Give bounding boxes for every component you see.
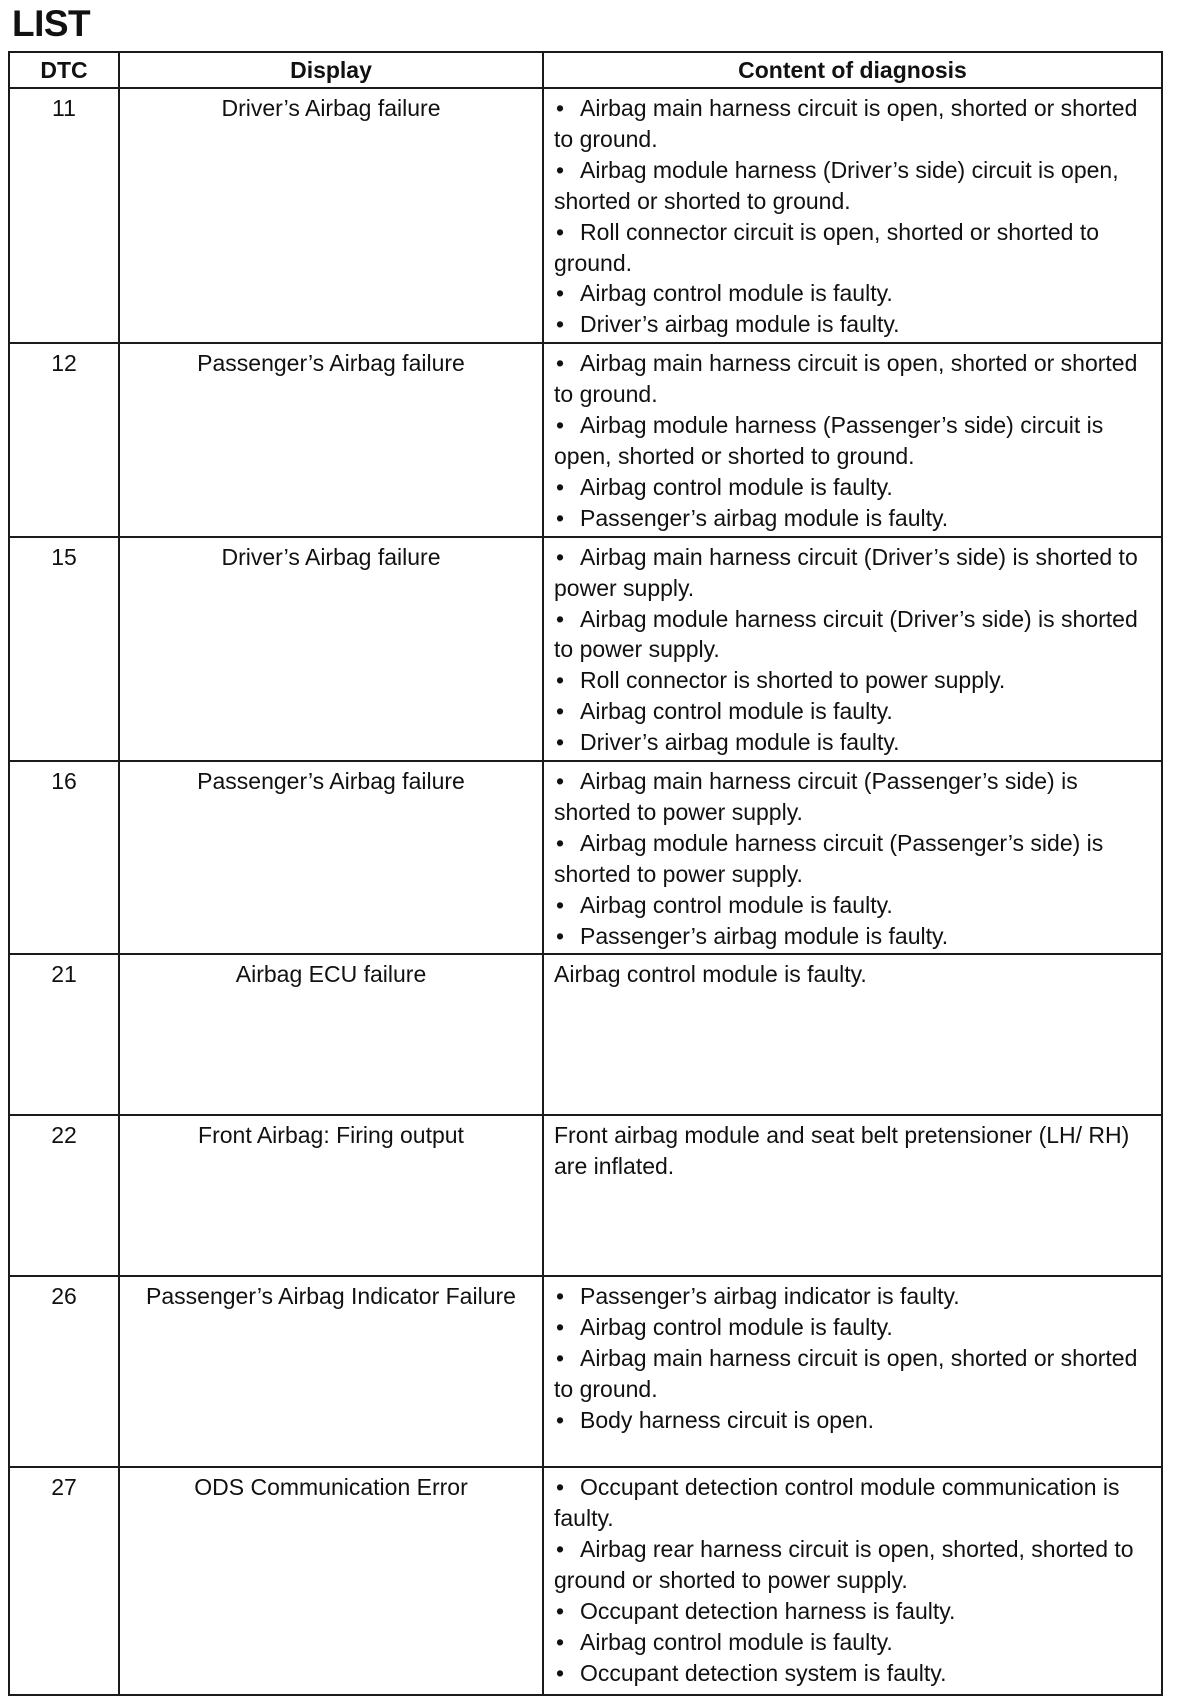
- diagnosis-item-text: Occupant detection control module communication is faulty.: [554, 1474, 1120, 1532]
- diagnosis-bullet-item: [554, 278, 1151, 309]
- bullet-icon: •: [556, 922, 565, 949]
- dtc-code-cell: 11: [9, 88, 119, 343]
- column-header-content: Content of diagnosis: [543, 52, 1162, 88]
- diagnosis-item-text: Front airbag module and seat belt pretensioner (LH/ RH) are inflated.: [554, 1122, 1130, 1180]
- table-row: [9, 343, 1162, 536]
- diagnosis-item-text: Body harness circuit is open.: [580, 1407, 875, 1434]
- bullet-icon: •: [556, 1283, 565, 1310]
- bullet-icon: •: [556, 1314, 565, 1341]
- diagnosis-bullet-item: [554, 1534, 1151, 1596]
- bullet-icon: •: [556, 1536, 565, 1563]
- dtc-code-cell: 16: [9, 761, 119, 954]
- diagnosis-bullet-item: [554, 1312, 1151, 1343]
- diagnosis-item-text: Airbag control module is faulty.: [580, 1314, 893, 1341]
- diagnosis-item-text: Airbag module harness circuit (Passenger’s side) is shorted to power supply.: [554, 829, 1104, 887]
- bullet-icon: •: [556, 311, 565, 338]
- dtc-code-cell: 26: [9, 1276, 119, 1467]
- diagnosis-item-text: Airbag module harness circuit (Driver’s side) is shorted to power supply.: [554, 605, 1138, 663]
- table-body: [9, 88, 1162, 1695]
- dtc-code-cell: 27: [9, 1467, 119, 1695]
- diagnosis-item-text: Driver’s airbag module is faulty.: [580, 311, 900, 338]
- dtc-code-cell: 12: [9, 343, 119, 536]
- bullet-icon: •: [556, 891, 565, 918]
- diagnosis-item-text: Occupant detection harness is faulty.: [580, 1598, 956, 1625]
- diagnosis-item-text: Airbag main harness circuit is open, shorted or shorted to ground.: [554, 350, 1138, 408]
- bullet-icon: •: [556, 1407, 565, 1434]
- diagnosis-text: [554, 1120, 1151, 1182]
- table-row: [9, 88, 1162, 343]
- table-row: [9, 1276, 1162, 1467]
- page-title: LIST: [12, 3, 91, 44]
- diagnosis-bullet-item: [554, 1627, 1151, 1658]
- diagnosis-bullet-item: [554, 921, 1151, 952]
- bullet-icon: •: [556, 412, 565, 439]
- bullet-icon: •: [556, 1474, 565, 1501]
- diagnosis-item-text: Airbag control module is faulty.: [554, 961, 867, 988]
- diagnosis-bullet-item: [554, 828, 1151, 890]
- diagnosis-item-text: Occupant detection system is faulty.: [580, 1659, 947, 1686]
- bullet-icon: •: [556, 350, 565, 377]
- bullet-icon: •: [556, 605, 565, 632]
- diagnosis-bullet-item: [554, 155, 1151, 217]
- diagnosis-bullet-item: [554, 93, 1151, 155]
- diagnosis-item-text: Airbag module harness (Passenger’s side) circuit is open, shorted or shorted to ground.: [554, 412, 1104, 469]
- diagnosis-item-text: Driver’s airbag module is faulty.: [580, 729, 900, 756]
- diagnosis-content-cell: [543, 537, 1162, 761]
- diagnosis-item-text: Airbag main harness circuit is open, shorted or shorted to ground.: [554, 1345, 1138, 1403]
- dtc-list-table: [8, 51, 1163, 1696]
- diagnosis-bullet-item: [554, 1472, 1151, 1534]
- display-cell: Passenger’s Airbag Indicator Failure: [119, 1276, 543, 1467]
- diagnosis-bullet-item: [554, 890, 1151, 921]
- diagnosis-content-cell: [543, 1115, 1162, 1276]
- table-row: [9, 537, 1162, 761]
- diagnosis-item-text: Airbag module harness (Driver’s side) circuit is open, shorted or shorted to ground.: [554, 156, 1119, 214]
- dtc-code-cell: 15: [9, 537, 119, 761]
- dtc-code-cell: 21: [9, 954, 119, 1115]
- display-cell: ODS Communication Error: [119, 1467, 543, 1695]
- bullet-icon: •: [556, 473, 565, 500]
- table-row: [9, 1467, 1162, 1695]
- diagnosis-bullet-item: [554, 604, 1151, 666]
- bullet-icon: •: [556, 218, 565, 245]
- diagnosis-bullet-item: [554, 348, 1151, 410]
- dtc-code-cell: 22: [9, 1115, 119, 1276]
- diagnosis-text: [554, 959, 1151, 990]
- table-row: [9, 761, 1162, 954]
- diagnosis-bullet-item: [554, 217, 1151, 279]
- bullet-icon: •: [556, 504, 565, 531]
- bullet-icon: •: [556, 1629, 565, 1655]
- bullet-icon: •: [556, 667, 565, 694]
- diagnosis-item-text: Airbag main harness circuit is open, shorted or shorted to ground.: [554, 95, 1138, 152]
- bullet-icon: •: [556, 156, 565, 183]
- bullet-icon: •: [556, 768, 565, 795]
- diagnosis-bullet-item: [554, 542, 1151, 604]
- display-cell: Passenger’s Airbag failure: [119, 761, 543, 954]
- diagnosis-bullet-item: [554, 309, 1151, 340]
- bullet-icon: •: [556, 829, 565, 856]
- diagnosis-bullet-item: [554, 410, 1151, 472]
- diagnosis-bullet-item: [554, 1405, 1151, 1436]
- bullet-icon: •: [556, 1345, 565, 1372]
- display-cell: Driver’s Airbag failure: [119, 537, 543, 761]
- diagnosis-bullet-item: [554, 665, 1151, 696]
- bullet-icon: •: [556, 95, 565, 121]
- diagnosis-item-text: Roll connector is shorted to power supply.: [580, 667, 1006, 694]
- diagnosis-bullet-item: [554, 1343, 1151, 1405]
- diagnosis-item-text: Airbag control module is faulty.: [580, 473, 893, 500]
- bullet-icon: •: [556, 698, 565, 725]
- diagnosis-item-text: Airbag control module is faulty.: [580, 1629, 893, 1655]
- table-row: [9, 954, 1162, 1115]
- diagnosis-item-text: Airbag control module is faulty.: [580, 891, 893, 918]
- diagnosis-item-text: Passenger’s airbag indicator is faulty.: [580, 1283, 960, 1310]
- bullet-icon: •: [556, 280, 565, 307]
- diagnosis-item-text: Roll connector circuit is open, shorted or shorted to ground.: [554, 218, 1100, 276]
- table-header-row: [9, 52, 1162, 88]
- diagnosis-content-cell: [543, 88, 1162, 343]
- diagnosis-content-cell: [543, 761, 1162, 954]
- diagnosis-item-text: Airbag control module is faulty.: [580, 698, 893, 725]
- diagnosis-content-cell: [543, 1467, 1162, 1695]
- bullet-icon: •: [556, 729, 565, 756]
- column-header-dtc: DTC: [9, 52, 119, 88]
- diagnosis-bullet-item: [554, 696, 1151, 727]
- diagnosis-content-cell: [543, 1276, 1162, 1467]
- diagnosis-item-text: Airbag control module is faulty.: [580, 280, 893, 307]
- diagnosis-content-cell: [543, 954, 1162, 1115]
- diagnosis-item-text: Airbag main harness circuit (Driver’s side) is shorted to power supply.: [554, 543, 1138, 601]
- diagnosis-item-text: Passenger’s airbag module is faulty.: [580, 504, 949, 531]
- diagnosis-bullet-item: [554, 727, 1151, 758]
- table-row: [9, 1115, 1162, 1276]
- diagnosis-bullet-item: [554, 1596, 1151, 1627]
- diagnosis-item-text: Passenger’s airbag module is faulty.: [580, 922, 949, 949]
- display-cell: Passenger’s Airbag failure: [119, 343, 543, 536]
- diagnosis-bullet-item: [554, 1281, 1151, 1312]
- diagnosis-item-text: Airbag main harness circuit (Passenger’s side) is shorted to power supply.: [554, 768, 1078, 825]
- display-cell: Driver’s Airbag failure: [119, 88, 543, 343]
- bullet-icon: •: [556, 1598, 565, 1625]
- diagnosis-bullet-item: [554, 503, 1151, 534]
- column-header-display: Display: [119, 52, 543, 88]
- diagnosis-bullet-item: [554, 472, 1151, 503]
- diagnosis-content-cell: [543, 343, 1162, 536]
- diagnosis-bullet-item: [554, 766, 1151, 828]
- display-cell: Airbag ECU failure: [119, 954, 543, 1115]
- display-cell: Front Airbag: Firing output: [119, 1115, 543, 1276]
- bullet-icon: •: [556, 1659, 565, 1686]
- bullet-icon: •: [556, 543, 565, 570]
- diagnosis-item-text: Airbag rear harness circuit is open, shorted, shorted to ground or shorted to power supply.: [554, 1536, 1134, 1594]
- diagnosis-bullet-item: [554, 1658, 1151, 1689]
